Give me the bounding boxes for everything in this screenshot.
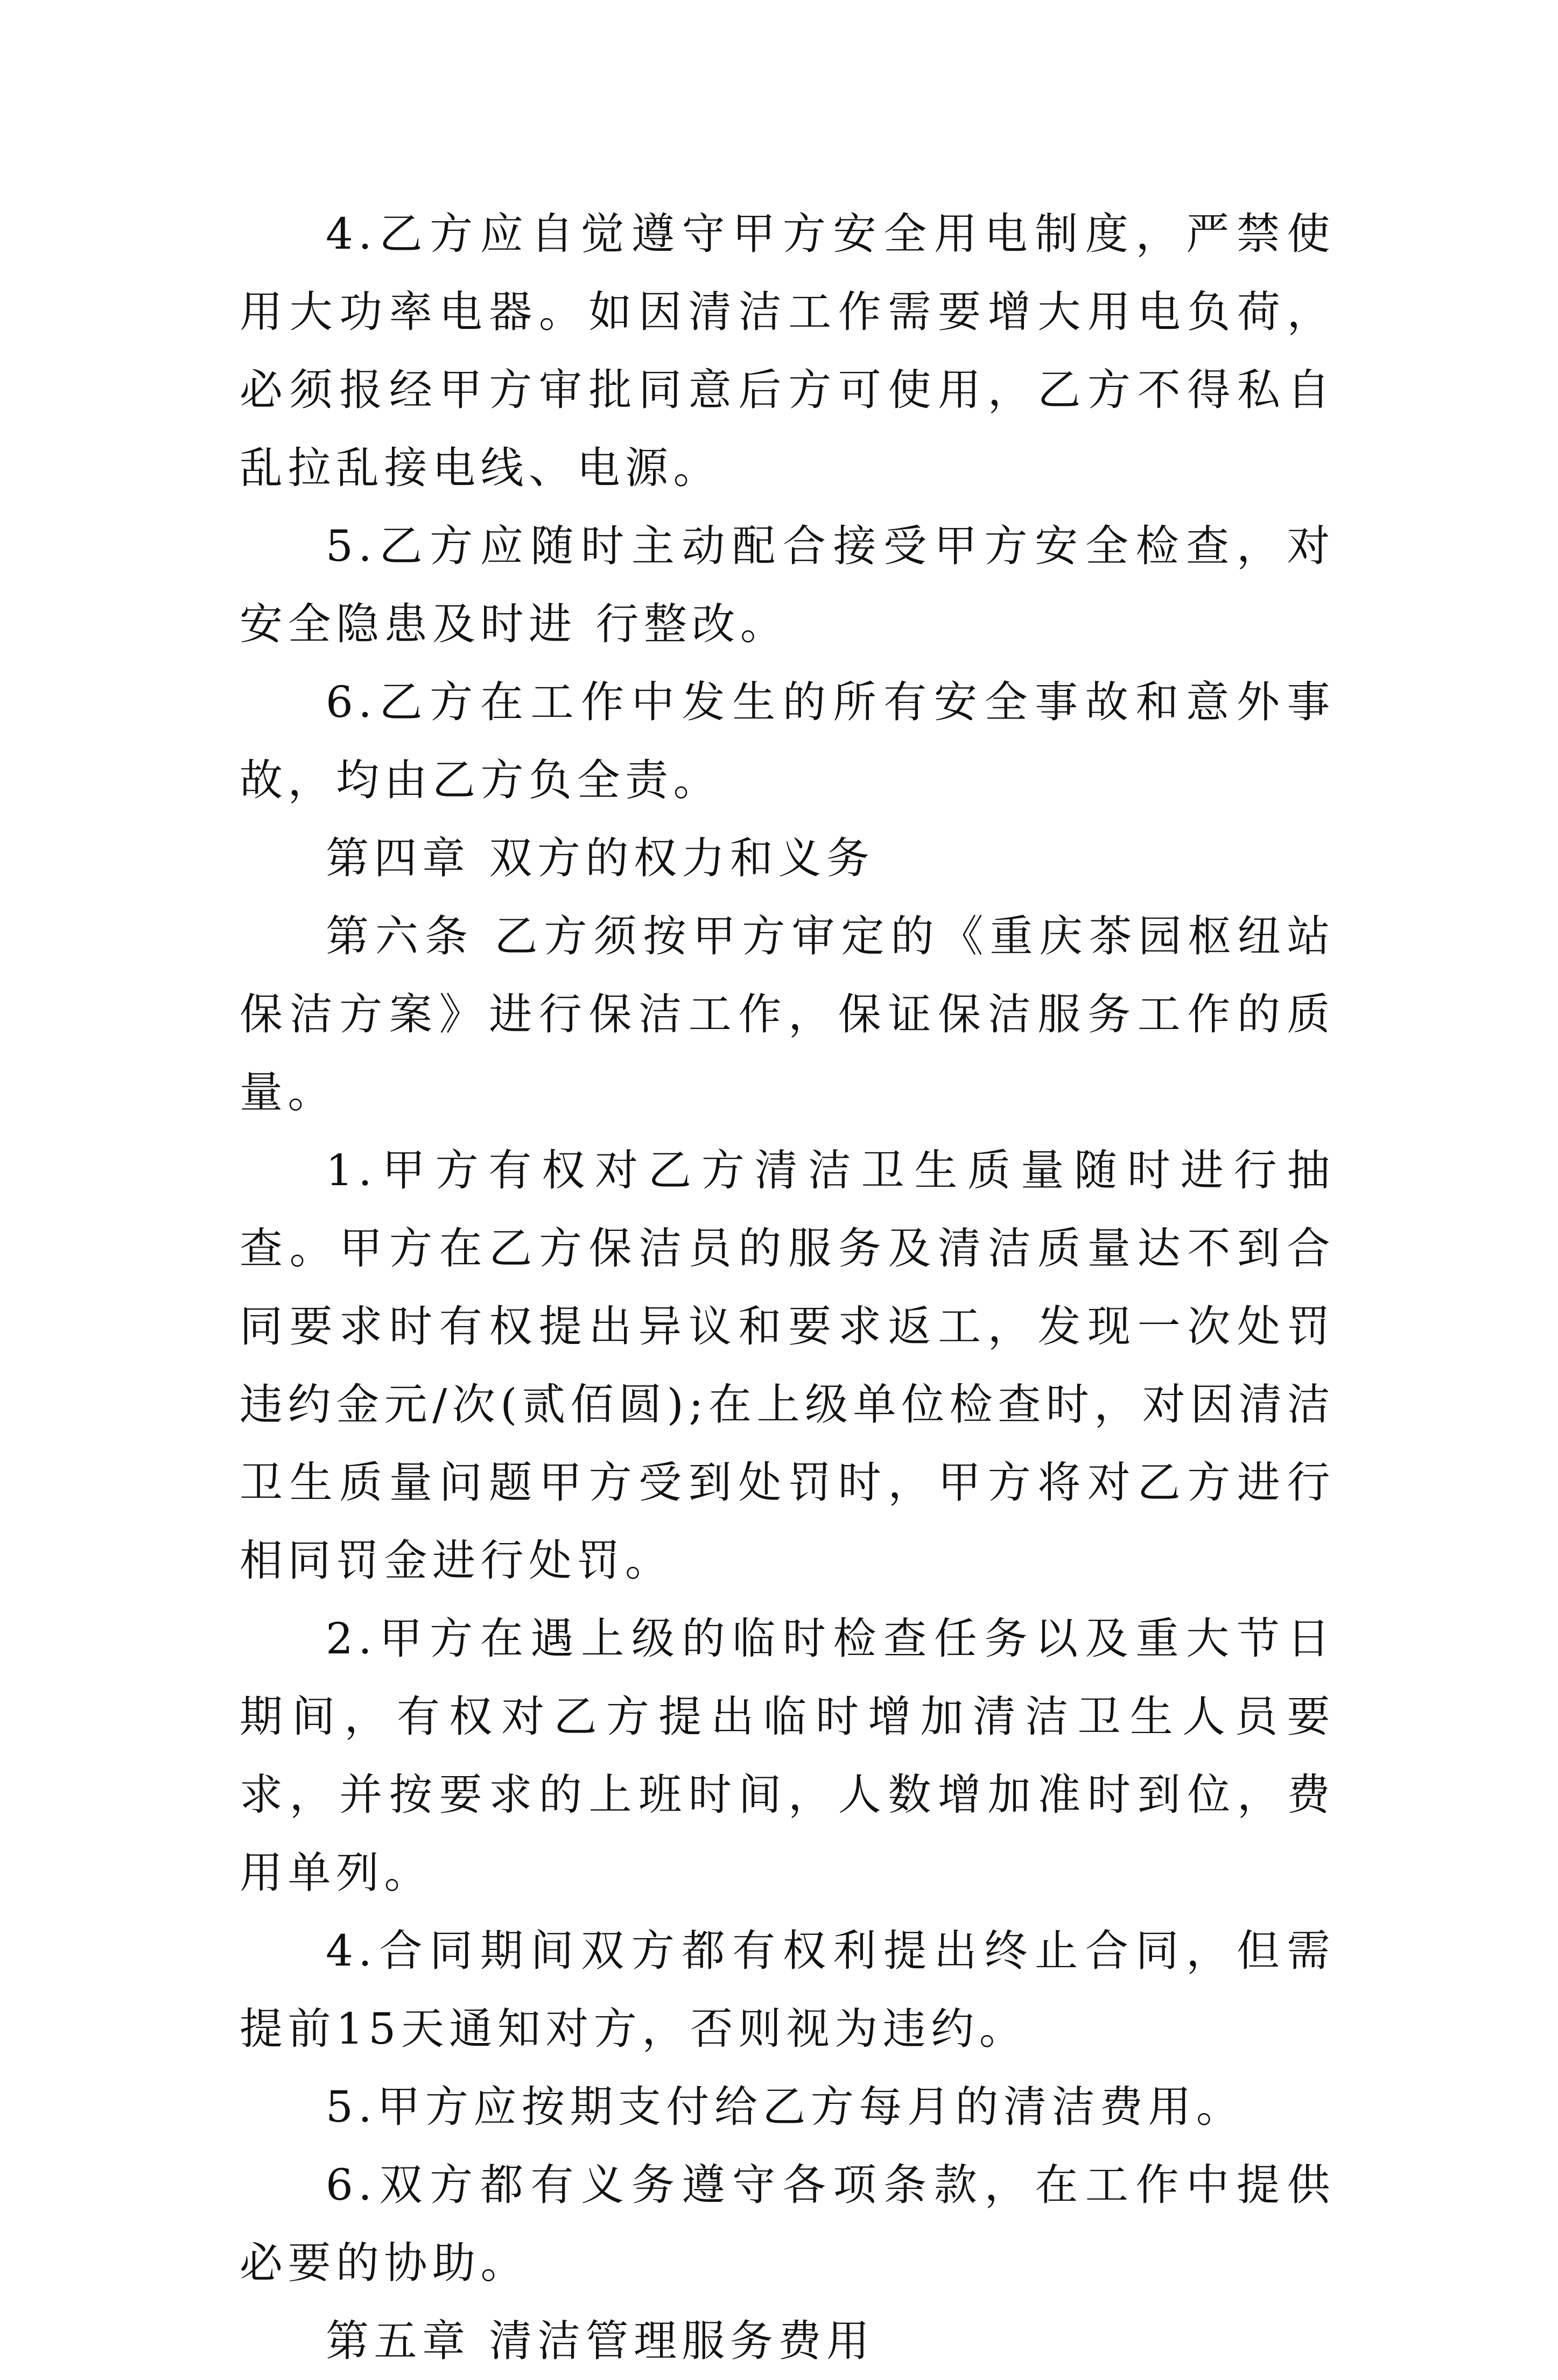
paragraph-quality-inspection: 1.甲方有权对乙方清洁卫生质量随时进行抽查。甲方在乙方保洁员的服务及清洁质量达不到合同要求时有权提出异议和要求返工，发现一次处罚违约金元/次(贰佰圆);在上级单位检查时，对因清洁卫生质量问题甲方受到处罚时，甲方将对乙方进行相同罚金进行处罚。 (240, 1145, 1335, 1586)
paragraph-mutual-assistance: 6.双方都有义务遵守各项条款，在工作中提供必要的协助。 (240, 2160, 1335, 2288)
chapter-heading-rights-obligations: 第四章 双方的权力和义务 (326, 833, 875, 883)
paragraph-contract-termination: 4.合同期间双方都有权利提出终止合同，但需提前15天通知对方，否则视为违约。 (240, 1926, 1335, 2054)
chapter-heading-service-fees: 第五章 清洁管理服务费用 (326, 2316, 875, 2366)
paragraph-temporary-staff: 2.甲方在遇上级的临时检查任务以及重大节日期间，有权对乙方提出临时增加清洁卫生人员要求，并按要求的上班时间，人数增加准时到位，费用单列。 (240, 1614, 1335, 1898)
document-body (240, 195, 1335, 2380)
paragraph-safety-electricity: 4.乙方应自觉遵守甲方安全用电制度，严禁使用大功率电器。如因清洁工作需要增大用电负荷，必须报经甲方审批同意后方可使用，乙方不得私自乱拉乱接电线、电源。 (240, 209, 1335, 493)
paragraph-safety-inspection: 5.乙方应随时主动配合接受甲方安全检查，对安全隐患及时进 行整改。 (240, 521, 1335, 649)
paragraph-monthly-payment: 5.甲方应按期支付给乙方每月的清洁费用。 (326, 2082, 1245, 2132)
article-six: 第六条 乙方须按甲方审定的《重庆茶园枢纽站保洁方案》进行保洁工作，保证保洁服务工作的质量。 (240, 911, 1335, 1117)
paragraph-accident-liability: 6.乙方在工作中发生的所有安全事故和意外事故，均由乙方负全责。 (240, 677, 1335, 805)
